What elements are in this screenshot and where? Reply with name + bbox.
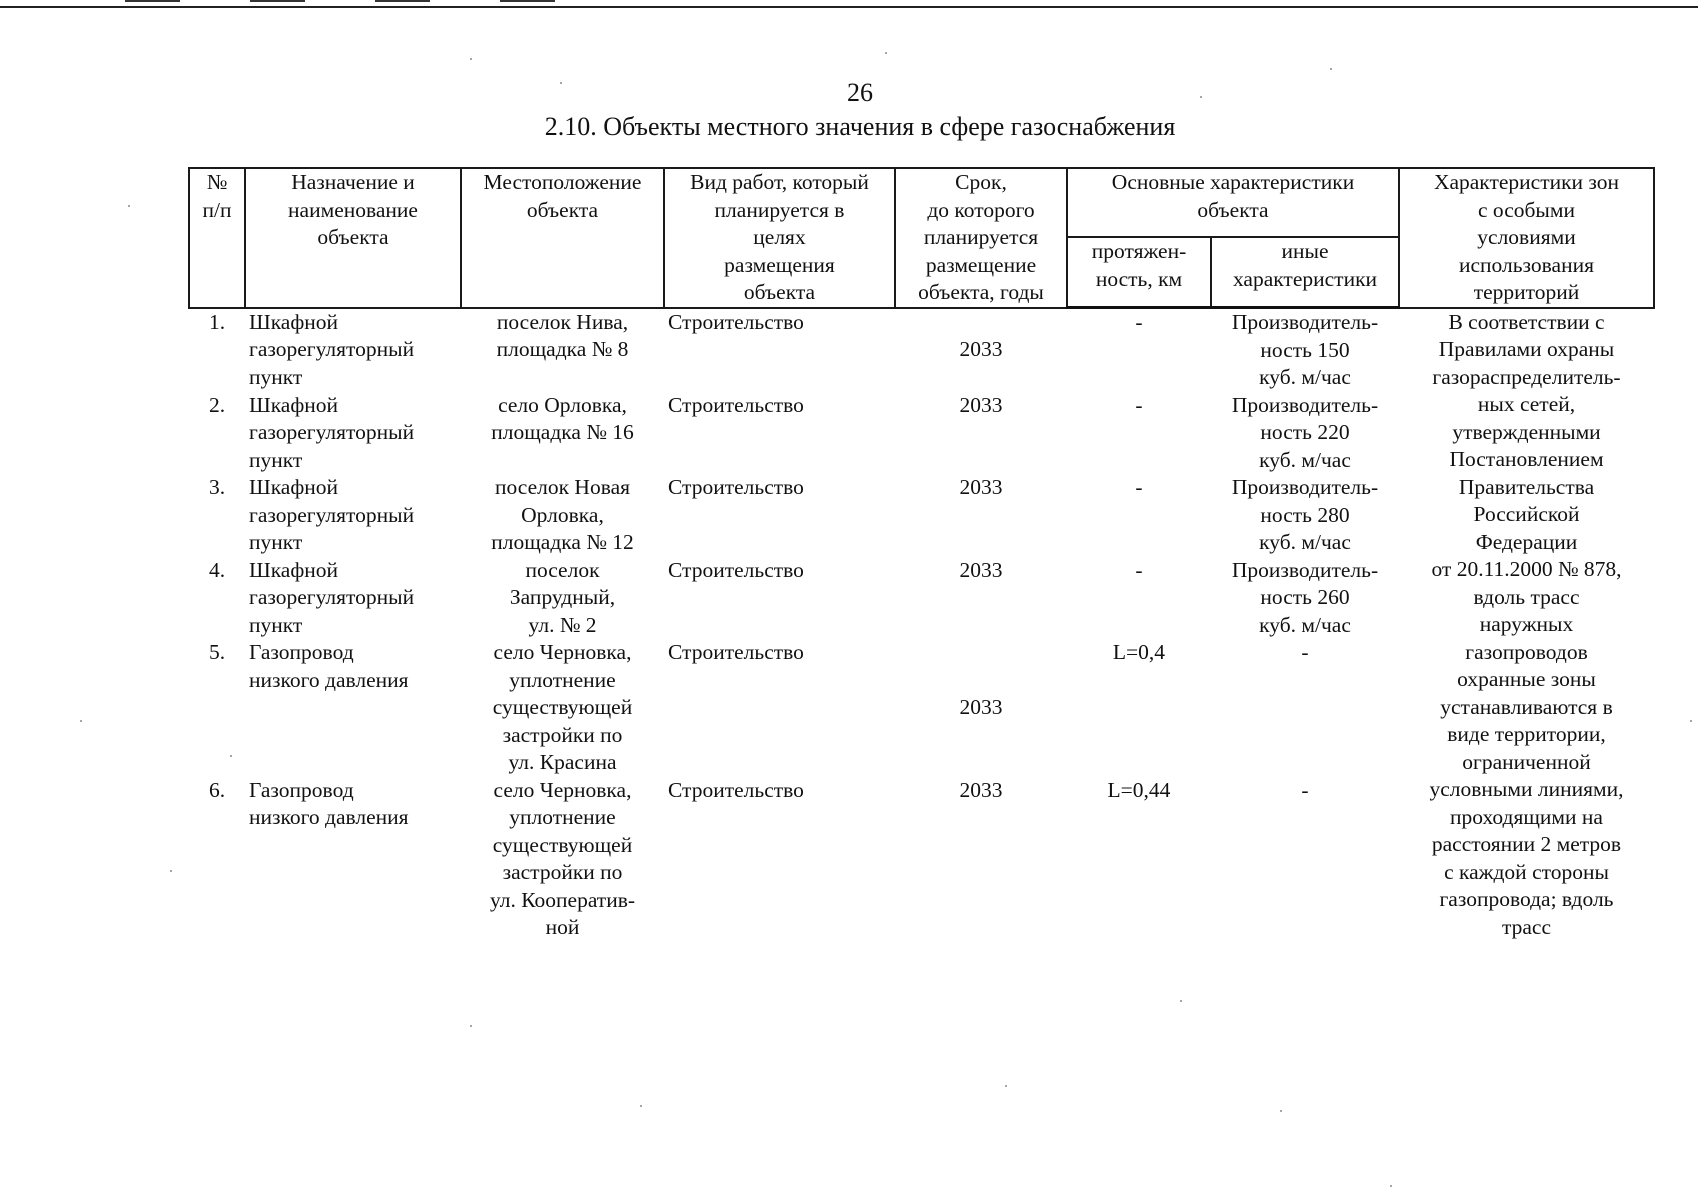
top-rule-mark bbox=[125, 0, 180, 2]
table-row bbox=[189, 308, 1654, 392]
table-header-row bbox=[189, 168, 1654, 237]
object-name: Шкафной газорегуляторный пункт bbox=[249, 475, 415, 554]
page-number: 26 bbox=[847, 78, 873, 107]
object-name: Газопровод низкого давления bbox=[249, 777, 409, 829]
work-type: Строительство bbox=[668, 557, 804, 582]
scan-speck bbox=[1200, 96, 1202, 98]
work-type: Строительство bbox=[668, 640, 804, 664]
deadline-year: 2033 bbox=[959, 392, 1003, 417]
object-name: Шкафной газорегуляторный пункт bbox=[249, 309, 415, 389]
top-rule-mark bbox=[500, 0, 555, 2]
scan-speck bbox=[230, 755, 232, 757]
scan-speck bbox=[470, 1025, 472, 1027]
scan-speck bbox=[1180, 1000, 1182, 1002]
scan-speck bbox=[1330, 68, 1332, 70]
row-number: 4. bbox=[208, 557, 226, 582]
object-name: Шкафной газорегуляторный пункт bbox=[249, 557, 415, 637]
other-characteristics: - bbox=[1301, 777, 1309, 802]
deadline-year: 2033 bbox=[959, 557, 1003, 582]
scan-speck bbox=[80, 720, 82, 722]
length-value: L=0,4 bbox=[1112, 640, 1166, 664]
work-type: Строительство bbox=[668, 392, 804, 417]
header-other-characteristics: иные характеристики bbox=[1211, 237, 1399, 307]
header-name: Назначение и наименование объекта bbox=[245, 168, 461, 308]
page-title: 2.10. Объекты местного значения в сфере газоснабжения bbox=[544, 112, 1176, 141]
object-location: поселок Нива, площадка № 8 bbox=[496, 309, 629, 361]
row-number: 3. bbox=[208, 475, 226, 499]
object-name: Шкафной газорегуляторный пункт bbox=[249, 392, 415, 472]
scan-speck bbox=[1390, 1185, 1392, 1187]
top-rule-mark bbox=[375, 0, 430, 2]
other-characteristics: Производитель- ность 260 куб. м/час bbox=[1231, 557, 1379, 637]
other-characteristics: - bbox=[1301, 640, 1309, 664]
object-location: село Черновка, уплотнение существующей застройки по ул. Красина bbox=[492, 640, 633, 774]
deadline-year: 2033 bbox=[959, 475, 1003, 499]
top-rule bbox=[0, 6, 1698, 8]
scan-speck bbox=[128, 205, 130, 207]
object-location: село Черновка, уплотнение существующей застройки по ул. Кооператив- ной bbox=[489, 777, 636, 939]
header-work-type: Вид работ, который планируется в целях размещения объекта bbox=[664, 168, 895, 308]
deadline-year: 2033 bbox=[959, 777, 1003, 802]
length-value: - bbox=[1135, 557, 1143, 582]
header-deadline: Срок, до которого планируется размещение объекта, годы bbox=[895, 168, 1067, 308]
object-location: поселок Новая Орловка, площадка № 12 bbox=[491, 475, 634, 554]
scan-speck bbox=[640, 1105, 642, 1107]
zones-characteristics: В соответствии с Правилами охраны газораспределитель- ных сетей, утвержденными Постановлением Правительства Российской Федерации от 20.11.2000 № 878, вдоль трасс наружных газопроводов охранные зоны устанавливаются в виде территории, ограниченной условными линиями, проходящими на расстоянии 2 метров с каждой стороны газопровода; вдоль трасс bbox=[1429, 309, 1624, 939]
other-characteristics: Производитель- ность 280 куб. м/час bbox=[1231, 475, 1379, 554]
deadline-year: 2033 bbox=[959, 695, 1003, 719]
header-length: протяжен- ность, км bbox=[1067, 237, 1211, 307]
header-location: Местоположение объекта bbox=[461, 168, 664, 308]
length-value: - bbox=[1135, 475, 1143, 499]
top-rule-mark bbox=[250, 0, 305, 2]
work-type: Строительство bbox=[668, 475, 804, 499]
header-zones: Характеристики зон с особыми условиями использования территорий bbox=[1399, 168, 1654, 308]
work-type: Строительство bbox=[668, 309, 804, 334]
object-name: Газопровод низкого давления bbox=[249, 640, 409, 692]
length-value: - bbox=[1135, 310, 1143, 334]
table-container bbox=[188, 167, 1653, 942]
other-characteristics: Производитель- ность 220 куб. м/час bbox=[1231, 392, 1379, 472]
row-number: 5. bbox=[208, 640, 226, 664]
header-num: № п/п bbox=[189, 168, 245, 308]
scan-speck bbox=[885, 52, 887, 54]
scan-speck bbox=[1690, 720, 1692, 722]
gas-objects-table bbox=[188, 167, 1655, 942]
scan-speck bbox=[170, 870, 172, 872]
object-location: поселок Запрудный, ул. № 2 bbox=[509, 557, 616, 637]
object-location: село Орловка, площадка № 16 bbox=[491, 392, 634, 444]
row-number: 6. bbox=[208, 777, 226, 802]
work-type: Строительство bbox=[668, 777, 804, 802]
scan-speck bbox=[1005, 1085, 1007, 1087]
scan-speck bbox=[1280, 1110, 1282, 1112]
deadline-year: 2033 bbox=[959, 337, 1003, 361]
row-number: 1. bbox=[208, 309, 226, 334]
scan-speck bbox=[470, 58, 472, 60]
length-value: - bbox=[1135, 392, 1143, 417]
length-value: L=0,44 bbox=[1107, 777, 1171, 802]
other-characteristics: Производитель- ность 150 куб. м/час bbox=[1231, 310, 1379, 389]
row-number: 2. bbox=[208, 392, 226, 417]
header-main-characteristics: Основные характеристики объекта bbox=[1067, 168, 1399, 237]
scan-speck bbox=[560, 82, 562, 84]
